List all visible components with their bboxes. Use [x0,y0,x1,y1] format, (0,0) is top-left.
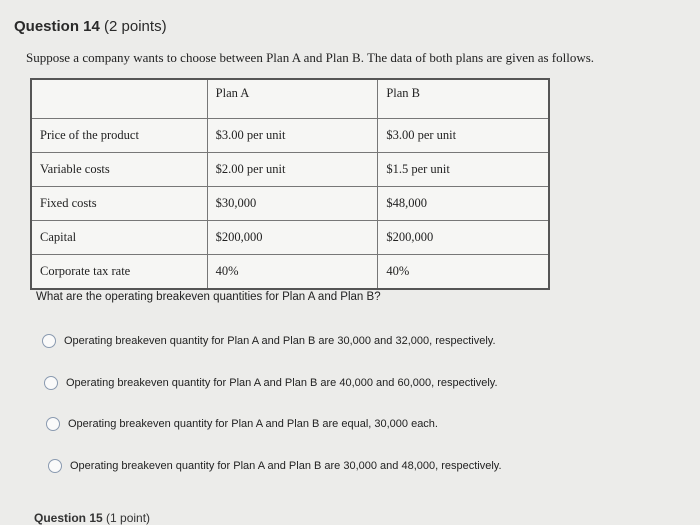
question-points: (2 points) [104,18,167,35]
row-label: Variable costs [31,153,207,187]
radio-button[interactable] [44,376,58,390]
plan-a-value: $2.00 per unit [207,153,378,187]
table-header-row [31,79,549,119]
option-label: Operating breakeven quantity for Plan A and Plan B are equal, 30,000 each. [68,418,438,430]
answer-option-1[interactable] [42,334,496,348]
plan-b-value: $3.00 per unit [378,119,549,153]
plan-a-value: $30,000 [207,187,378,221]
question-title [14,18,167,35]
plan-a-value: 40% [207,255,378,290]
answer-option-3[interactable] [46,417,438,431]
table-header-plan-a: Plan A [207,79,378,119]
table-row [31,187,549,221]
option-label: Operating breakeven quantity for Plan A and Plan B are 30,000 and 32,000, respectively. [64,335,496,347]
row-label: Capital [31,221,207,255]
question-number: Question 14 [14,18,100,35]
next-question-points: (1 point) [106,511,151,525]
radio-button[interactable] [48,459,62,473]
question-prompt: What are the operating breakeven quantities for Plan A and Plan B? [36,291,381,303]
table-row [31,119,549,153]
table-row [31,153,549,187]
plan-a-value: $200,000 [207,221,378,255]
table-header-plan-b: Plan B [378,79,549,119]
answer-option-4[interactable] [48,459,502,473]
radio-button[interactable] [42,334,56,348]
table-row [31,221,549,255]
plan-b-value: $48,000 [378,187,549,221]
table-header-cell [31,79,207,119]
plans-table [30,78,550,290]
option-label: Operating breakeven quantity for Plan A and Plan B are 40,000 and 60,000, respectively. [66,377,498,389]
next-question-number: Question 15 [34,511,103,525]
table-row [31,255,549,290]
plan-b-value: $1.5 per unit [378,153,549,187]
option-label: Operating breakeven quantity for Plan A and Plan B are 30,000 and 48,000, respectively. [70,460,502,472]
plan-b-value: $200,000 [378,221,549,255]
question-stem: Suppose a company wants to choose between Plan A and Plan B. The data of both plans are given as follows. [26,50,595,65]
plan-b-value: 40% [378,255,549,290]
plan-a-value: $3.00 per unit [207,119,378,153]
answer-option-2[interactable] [44,376,498,390]
row-label: Corporate tax rate [31,255,207,290]
row-label: Price of the product [31,119,207,153]
radio-button[interactable] [46,417,60,431]
row-label: Fixed costs [31,187,207,221]
